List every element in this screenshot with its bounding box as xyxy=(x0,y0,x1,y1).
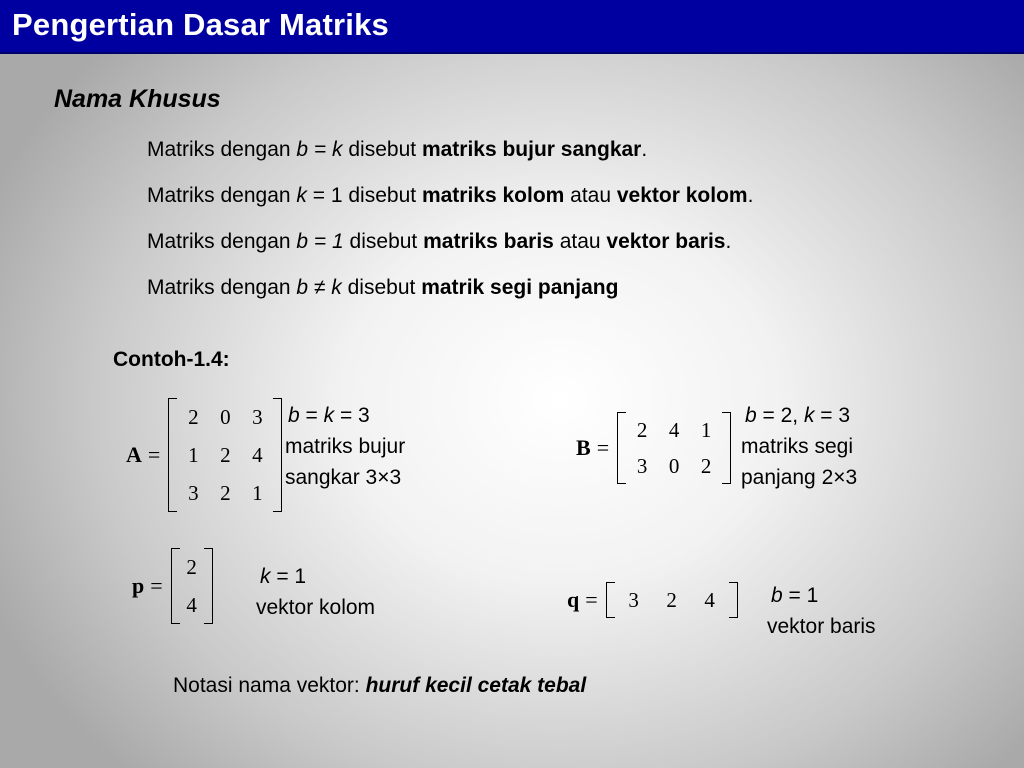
matrix-bracket xyxy=(617,412,731,484)
term: vektor kolom xyxy=(616,184,748,207)
definition-2: Matriks dengan k = 1 disebut matriks kolom atau vektor kolom. xyxy=(147,184,754,207)
matrix-cells: 2 4 1 3 0 2 xyxy=(636,418,712,478)
vector-name: q xyxy=(567,587,580,612)
term: matriks kolom xyxy=(421,184,565,207)
vector-bracket xyxy=(606,582,738,618)
note-p: k = 1 vektor kolom xyxy=(256,565,376,619)
term: matriks baris xyxy=(423,230,554,253)
definition-1: Matriks dengan b = k disebut matriks bujur sangkar. xyxy=(147,138,648,161)
example-label: Contoh-1.4: xyxy=(113,348,230,371)
condition: b = 1 xyxy=(296,230,344,253)
vector-name: p xyxy=(132,573,145,598)
condition: b = k xyxy=(296,138,343,161)
vector-q: q = 3 2 4 xyxy=(567,582,738,618)
matrix-name: A xyxy=(126,442,142,467)
footer-note: Notasi nama vektor: huruf kecil cetak tebal xyxy=(173,674,587,697)
condition: k xyxy=(296,184,307,207)
matrix-name: B xyxy=(576,435,591,460)
term: matriks bujur sangkar xyxy=(421,138,642,161)
vector-cells: 2 4 xyxy=(186,555,197,617)
matrix-b: B = 2 4 1 3 0 2 xyxy=(576,412,731,484)
note-a: b = k = 3 matriks bujur sangkar 3×3 xyxy=(285,404,406,489)
footer-emphasis: huruf kecil cetak tebal xyxy=(365,674,587,697)
term: matrik segi panjang xyxy=(421,276,619,299)
title-bar xyxy=(0,0,1024,54)
note-q: b = 1 vektor baris xyxy=(767,584,876,638)
condition: b ≠ k xyxy=(296,276,342,299)
vector-p: p = 2 4 xyxy=(132,548,213,624)
subheading: Nama Khusus xyxy=(54,85,221,113)
term: vektor baris xyxy=(606,230,726,253)
matrix-bracket xyxy=(168,398,282,512)
definition-3: Matriks dengan b = 1 disebut matriks baris atau vektor baris. xyxy=(147,230,732,253)
matrix-a: A = 2 0 3 1 2 4 3 2 1 xyxy=(126,398,282,512)
matrix-cells: 2 0 3 1 2 4 3 2 1 xyxy=(188,405,263,505)
note-b: b = 2, k = 3 matriks segi panjang 2×3 xyxy=(741,404,858,489)
definition-4: Matriks dengan b ≠ k disebut matrik segi panjang xyxy=(147,276,619,299)
vector-cells: 3 2 4 xyxy=(628,588,715,612)
vector-bracket xyxy=(171,548,213,624)
slide-title: Pengertian Dasar Matriks xyxy=(12,7,389,42)
